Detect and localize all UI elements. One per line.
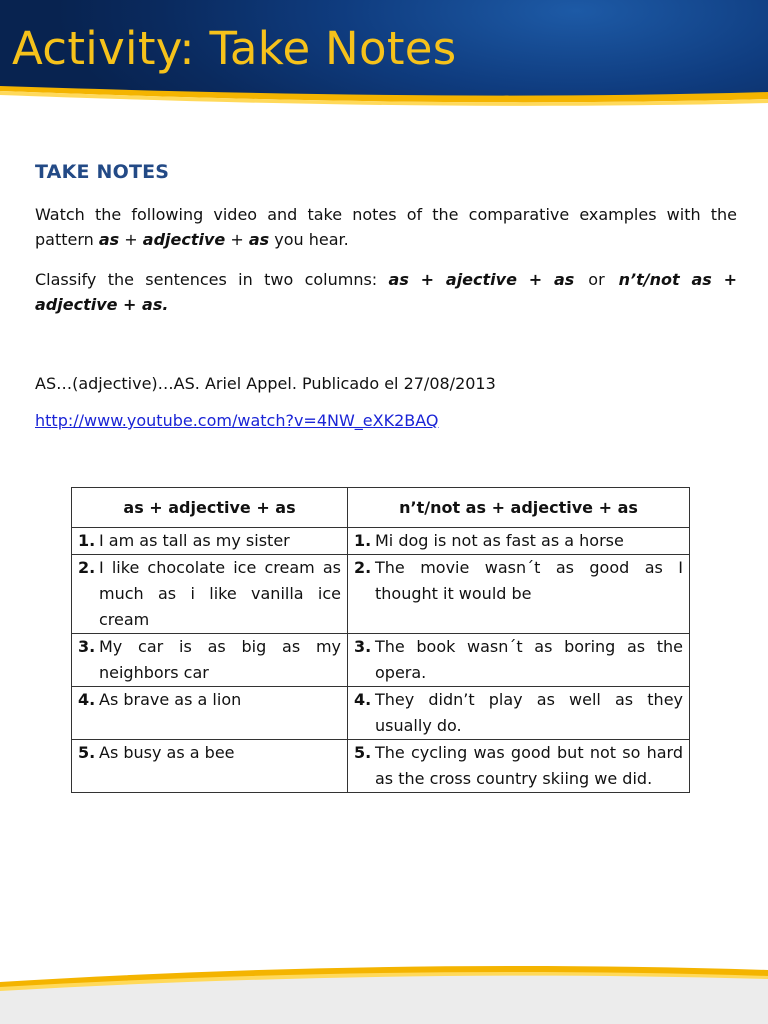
row-number: 4.	[78, 690, 96, 709]
table-cell	[72, 555, 348, 634]
table-cell	[348, 555, 690, 634]
notes-table	[71, 487, 690, 793]
row-number: 1.	[354, 531, 372, 550]
row-number: 3.	[78, 637, 96, 656]
example-sentence: The movie wasn´t as good as I thought it would be	[375, 558, 683, 603]
row-number: 5.	[354, 743, 372, 762]
instruction-paragraph-watch: Watch the following video and take notes of the comparative examples with the pattern as + adjective + as you hear.	[35, 205, 737, 249]
pattern-as-adjective-as: as + ajective + as	[388, 270, 575, 289]
example-sentence: The book wasn´t as boring as the opera.	[375, 637, 683, 682]
table-cell	[348, 740, 690, 793]
table-cell	[348, 687, 690, 740]
pattern-not-as-adjective-as: n’t/not as + adjective + as.	[35, 270, 738, 314]
column-header-not-as-adjective-as: n’t/not as + adjective + as	[348, 488, 690, 528]
table-row	[72, 740, 690, 793]
video-citation: AS…(adjective)…AS. Ariel Appel. Publicado el 27/08/2013	[35, 374, 496, 393]
example-sentence: My car is as big as my neighbors car	[99, 637, 341, 682]
row-number: 2.	[78, 558, 96, 577]
example-sentence: As busy as a bee	[99, 743, 235, 762]
table-cell	[72, 634, 348, 687]
example-sentence: The cycling was good but not so hard as the cross country skiing we did.	[375, 743, 683, 788]
slide-header	[0, 0, 768, 112]
example-sentence: They didn’t play as well as they usually do.	[375, 690, 683, 735]
row-number: 2.	[354, 558, 372, 577]
example-sentence: As brave as a lion	[99, 690, 242, 709]
table-cell	[72, 528, 348, 555]
row-number: 1.	[78, 531, 96, 550]
table-header-row	[72, 488, 690, 528]
section-heading: TAKE NOTES	[35, 161, 170, 183]
footer-swoosh-decoration	[0, 960, 768, 1024]
table-cell	[72, 687, 348, 740]
table-row	[72, 687, 690, 740]
table-row	[72, 528, 690, 555]
table-row	[72, 634, 690, 687]
instruction-paragraph-classify: Classify the sentences in two columns: as + ajective + as or n’t/not as + adjective + as.	[35, 270, 738, 314]
table-row	[72, 555, 690, 634]
row-number: 5.	[78, 743, 96, 762]
table-cell	[348, 634, 690, 687]
table-cell	[72, 740, 348, 793]
video-link[interactable]: http://www.youtube.com/watch?v=4NW_eXK2BAQ	[35, 411, 439, 430]
example-sentence: I am as tall as my sister	[99, 531, 290, 550]
row-number: 3.	[354, 637, 372, 656]
example-sentence: Mi dog is not as fast as a horse	[375, 531, 624, 550]
column-header-as-adjective-as: as + adjective + as	[72, 488, 348, 528]
example-sentence: I like chocolate ice cream as much as i like vanilla ice cream	[99, 558, 341, 629]
table-cell	[348, 528, 690, 555]
page-title: Activity: Take Notes	[12, 22, 457, 75]
slide-footer	[0, 960, 768, 1024]
row-number: 4.	[354, 690, 372, 709]
